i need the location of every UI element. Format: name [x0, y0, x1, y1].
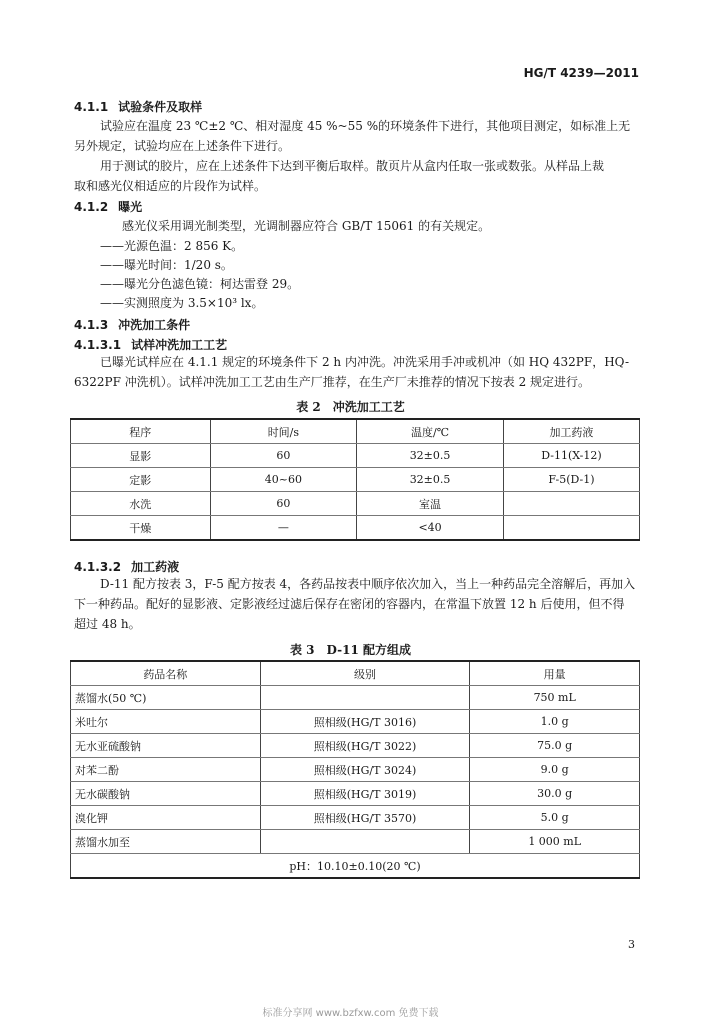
paragraph-line: 试验应在温度 23 ℃±2 ℃、相对湿度 45 %~55 %的环境条件下进行，其他项目测定，如标准上无	[100, 119, 631, 133]
section-heading-4-1-1	[74, 98, 202, 115]
table-cell: D-11(X-12)	[503, 444, 639, 468]
table-row	[71, 734, 640, 758]
table-cell: 干燥	[71, 516, 211, 541]
paragraph-line: 另外规定，试验均应在上述条件下进行。	[74, 139, 291, 153]
table-cell: 照相级(HG/T 3024)	[260, 758, 470, 782]
table-cell: 照相级(HG/T 3570)	[260, 806, 470, 830]
table-cell: 水洗	[71, 492, 211, 516]
table-cell: 32±0.5	[357, 468, 504, 492]
section-number: 4.1.2	[74, 200, 109, 214]
table-row	[71, 686, 640, 710]
table-cell	[503, 492, 639, 516]
table-cell: 无水碳酸钠	[71, 782, 261, 806]
watermark: 标准分享网 www.bzfxw.com 免费下载	[262, 1008, 439, 1019]
standard-code: HG/T 4239—2011	[523, 66, 639, 80]
table-cell: 32±0.5	[357, 444, 504, 468]
table-cell: 米吐尔	[71, 710, 261, 734]
table-cell: 60	[210, 444, 357, 468]
table-row	[71, 492, 640, 516]
section-title: 试验条件及取样	[118, 100, 203, 114]
table-cell: 750 mL	[470, 686, 640, 710]
table-cell	[260, 830, 470, 854]
section-heading-4-1-3	[74, 316, 190, 333]
section-title: 试样冲洗加工工艺	[131, 338, 228, 352]
table-row	[71, 444, 640, 468]
table-cell: 蒸馏水加至	[71, 830, 261, 854]
table-header-cell: 时间/s	[210, 419, 357, 444]
table-cell: 75.0 g	[470, 734, 640, 758]
table-cell: 60	[210, 492, 357, 516]
section-heading-4-1-3-2	[74, 558, 179, 575]
paragraph-line: 超过 48 h。	[74, 617, 141, 631]
section-number: 4.1.1	[74, 100, 109, 114]
table-3-caption: 表 3 D-11 配方组成	[289, 643, 411, 657]
table-row	[71, 806, 640, 830]
list-item: ——曝光分色滤色镜：柯达雷登 29。	[100, 277, 300, 291]
paragraph-line: 6322PF 冲洗机）。试样冲洗加工工艺由生产厂推荐，在生产厂未推荐的情况下按表 2 规定进行。	[74, 375, 591, 389]
section-heading-4-1-3-1	[74, 336, 227, 353]
section-title: 冲洗加工条件	[118, 318, 191, 332]
table-header-cell: 温度/℃	[357, 419, 504, 444]
table-row	[71, 758, 640, 782]
list-item: ——光源色温：2 856 K。	[100, 239, 244, 253]
table-header-cell: 药品名称	[71, 661, 261, 686]
table-cell: 对苯二酚	[71, 758, 261, 782]
table-header-cell: 程序	[71, 419, 211, 444]
paragraph-line: D-11 配方按表 3，F-5 配方按表 4，各药品按表中顺序依次加入，当上一种药品完全溶解后，再加入	[100, 577, 636, 591]
table-cell	[260, 686, 470, 710]
table-footer-row	[71, 854, 640, 879]
table-cell: 40~60	[210, 468, 357, 492]
table-cell: 定影	[71, 468, 211, 492]
table-header-cell: 加工药液	[503, 419, 639, 444]
table-cell	[503, 516, 639, 541]
section-number: 4.1.3	[74, 318, 109, 332]
table-row	[71, 830, 640, 854]
section-title: 曝光	[118, 200, 143, 214]
table-row	[71, 468, 640, 492]
table-cell: 照相级(HG/T 3016)	[260, 710, 470, 734]
table-cell: <40	[357, 516, 504, 541]
table-cell: F-5(D-1)	[503, 468, 639, 492]
table-cell: 照相级(HG/T 3019)	[260, 782, 470, 806]
paragraph-line: 取和感光仪相适应的片段作为试样。	[74, 179, 267, 193]
table-cell: —	[210, 516, 357, 541]
table-cell: 显影	[71, 444, 211, 468]
section-title: 加工药液	[131, 560, 180, 574]
section-number: 4.1.3.1	[74, 338, 122, 352]
table-2-caption: 表 2 冲洗加工工艺	[296, 400, 405, 414]
paragraph-line: 已曝光试样应在 4.1.1 规定的环境条件下 2 h 内冲洗。冲洗采用手冲或机冲（如 HQ 432PF，HQ-	[100, 355, 630, 369]
table-cell: 溴化钾	[71, 806, 261, 830]
table-header-row	[71, 661, 640, 686]
table-header-cell: 用量	[470, 661, 640, 686]
table-cell: 1.0 g	[470, 710, 640, 734]
paragraph-line: 感光仪采用调光制类型，光调制器应符合 GB/T 15061 的有关规定。	[122, 219, 491, 233]
table-cell: 无水亚硫酸钠	[71, 734, 261, 758]
table-header-row	[71, 419, 640, 444]
table-cell: 室温	[357, 492, 504, 516]
table-3	[70, 660, 640, 879]
section-number: 4.1.3.2	[74, 560, 122, 574]
page-number: 3	[628, 938, 635, 951]
section-heading-4-1-2	[74, 198, 142, 215]
table-cell: 蒸馏水(50 ℃)	[71, 686, 261, 710]
table-2	[70, 418, 640, 541]
table-cell: 9.0 g	[470, 758, 640, 782]
table-cell: 照相级(HG/T 3022)	[260, 734, 470, 758]
table-row	[71, 516, 640, 541]
table-cell: 30.0 g	[470, 782, 640, 806]
table-cell: 5.0 g	[470, 806, 640, 830]
table-cell: 1 000 mL	[470, 830, 640, 854]
paragraph-line: 用于测试的胶片，应在上述条件下达到平衡后取样。散页片从盒内任取一张或数张。从样品上裁	[100, 159, 605, 173]
table-row	[71, 782, 640, 806]
paragraph-line: 下一种药品。配好的显影液、定影液经过滤后保存在密闭的容器内，在常温下放置 12 h 后使用，但不得	[74, 597, 625, 611]
table-header-cell: 级别	[260, 661, 470, 686]
table-footer-cell: pH：10.10±0.10(20 ℃)	[71, 854, 640, 879]
list-item: ——实测照度为 3.5×10³ lx。	[100, 296, 264, 310]
list-item: ——曝光时间：1/20 s。	[100, 258, 233, 272]
table-row	[71, 710, 640, 734]
